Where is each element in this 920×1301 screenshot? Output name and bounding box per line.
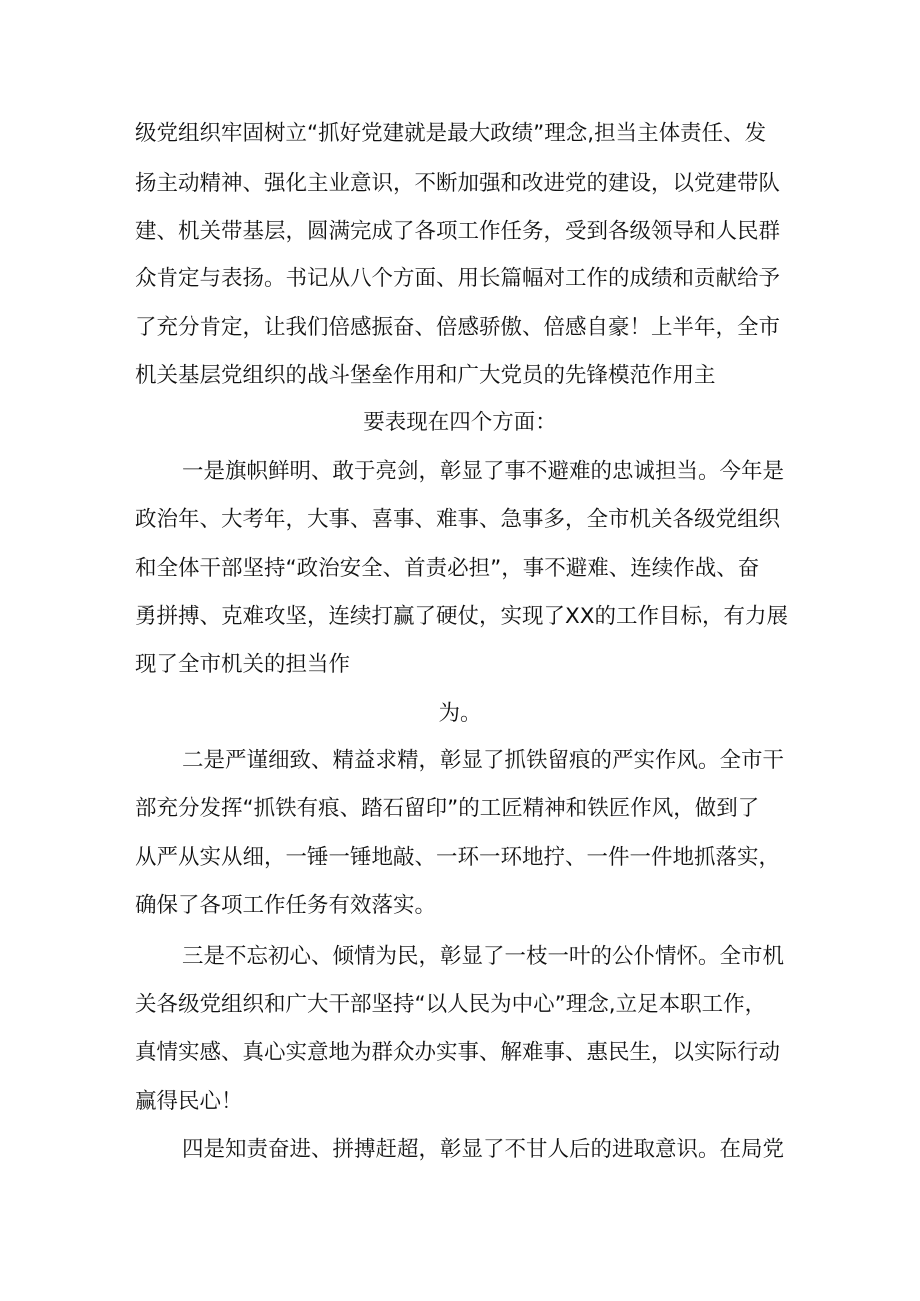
- paragraph-line: 扬主动精神、强化主业意识，不断加强和改进党的建设，以党建带队: [135, 171, 781, 196]
- paragraph-first-line: 四是知责奋进、拼搏赶超，彰显了不甘人后的进取意识。在局党: [182, 1137, 785, 1162]
- paragraph-line: 赢得民心！: [135, 1089, 243, 1114]
- paragraph-line: 级党组织牢固树立“抓好党建就是最大政绩”理念,担当主体责任、发: [135, 121, 767, 146]
- paragraph-line: 真情实感、真心实意地为群众办实事、解难事、惠民生，以实际行动: [135, 1040, 781, 1065]
- paragraph-line: 确保了各项工作任务有效落实。: [135, 893, 437, 918]
- paragraph-line: 众肯定与表扬。书记从八个方面、用长篇幅对工作的成绩和贡献给予: [135, 266, 781, 291]
- paragraph-first-line: 三是不忘初心、倾情为民，彰显了一枝一叶的公仆情怀。全市机: [182, 944, 785, 969]
- paragraph-first-line: 一是旗帜鲜明、敢于亮剑，彰显了事不避难的忠诚担当。今年是: [182, 459, 785, 484]
- paragraph-line: 机关基层党组织的战斗堡垒作用和广大党员的先锋模范作用主: [135, 363, 716, 388]
- paragraph-line: 勇拼搏、克难攻坚，连续打赢了硬仗，实现了XX的工作目标，有力展: [135, 604, 788, 629]
- paragraph-line: 关各级党组织和广大干部坚持“以人民为中心”理念,立足本职工作，: [135, 992, 767, 1017]
- paragraph-line: 建、机关带基层，圆满完成了各项工作任务，受到各级领导和人民群: [135, 219, 781, 244]
- paragraph-first-line: 二是严谨细致、精益求精，彰显了抓铁留痕的严实作风。全市干: [182, 748, 785, 773]
- paragraph-line: 政治年、大考年，大事、喜事、难事、急事多，全市机关各级党组织: [135, 507, 781, 532]
- paragraph-line: 和全体干部坚持“政治安全、首责必担”，事不避难、连续作战、奋: [135, 556, 760, 581]
- paragraph-line: 现了全市机关的担当作: [135, 652, 351, 677]
- paragraph-line: 从严从实从细，一锤一锤地敲、一环一环地拧、一件一件地抓落实，: [135, 845, 781, 870]
- paragraph-line-centered: 为。: [438, 701, 482, 726]
- paragraph-line: 了充分肯定，让我们倍感振奋、倍感骄傲、倍感自豪！上半年，全市: [135, 315, 781, 340]
- paragraph-line-centered: 要表现在四个方面：: [363, 410, 557, 435]
- paragraph-line: 部充分发挥“抓铁有痕、踏石留印”的工匠精神和铁匠作风，做到了: [135, 796, 760, 821]
